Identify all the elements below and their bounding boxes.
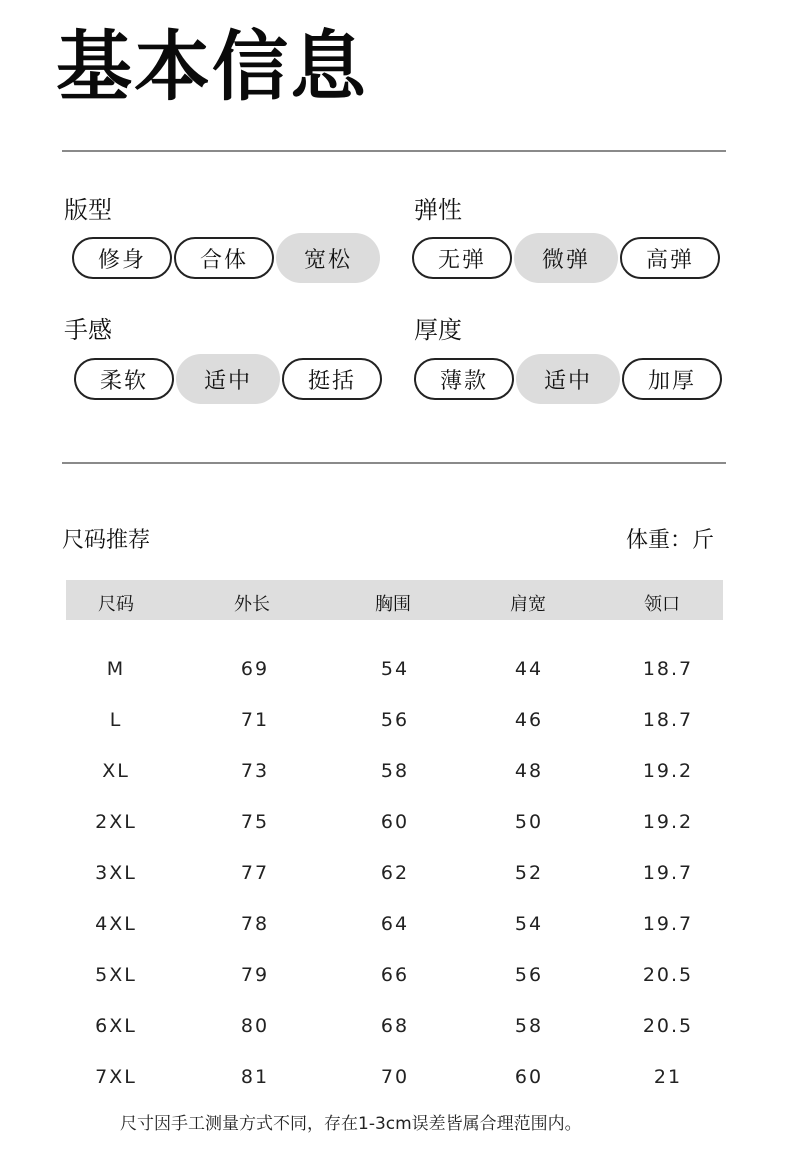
cell-size: M [106, 658, 126, 680]
page-title: 基本信息 [56, 22, 368, 111]
thickness-label: 厚度 [414, 316, 462, 344]
cell-size: 3XL [95, 862, 137, 884]
cell-length: 80 [240, 1015, 270, 1037]
elasticity-option[interactable]: 微弹 [514, 233, 618, 283]
cell-length: 73 [240, 760, 270, 782]
cell-shoulder: 46 [514, 709, 544, 731]
cell-chest: 66 [380, 964, 410, 986]
hand-feel-label: 手感 [64, 316, 112, 344]
fit-option[interactable]: 修身 [72, 237, 172, 279]
cell-chest: 68 [380, 1015, 410, 1037]
table-row [0, 861, 790, 912]
table-row [0, 1065, 790, 1116]
elasticity-label: 弹性 [414, 196, 462, 224]
header-size: 尺码 [98, 594, 134, 615]
cell-length: 81 [240, 1066, 270, 1088]
divider-top [62, 150, 726, 152]
cell-chest: 58 [380, 760, 410, 782]
thickness-option[interactable]: 加厚 [622, 358, 722, 400]
elasticity-option[interactable]: 无弹 [412, 237, 512, 279]
cell-chest: 62 [380, 862, 410, 884]
header-chest: 胸围 [375, 594, 411, 615]
cell-collar: 19.2 [642, 811, 694, 833]
hand-feel-option[interactable]: 适中 [176, 354, 280, 404]
cell-shoulder: 58 [514, 1015, 544, 1037]
cell-chest: 70 [380, 1066, 410, 1088]
cell-chest: 54 [380, 658, 410, 680]
cell-collar: 18.7 [642, 658, 694, 680]
cell-shoulder: 56 [514, 964, 544, 986]
cell-length: 78 [240, 913, 270, 935]
cell-collar: 20.5 [642, 1015, 694, 1037]
cell-collar: 19.7 [642, 913, 694, 935]
cell-size: 7XL [95, 1066, 137, 1088]
cell-shoulder: 50 [514, 811, 544, 833]
cell-chest: 64 [380, 913, 410, 935]
cell-length: 75 [240, 811, 270, 833]
table-row [0, 1014, 790, 1065]
cell-shoulder: 44 [514, 658, 544, 680]
table-row [0, 963, 790, 1014]
size-recommendation-title: 尺码推荐 [62, 528, 151, 553]
thickness-options [414, 354, 722, 404]
weight-unit-note: 体重：斤 [625, 528, 714, 553]
table-row [0, 810, 790, 861]
cell-size: 5XL [95, 964, 137, 986]
table-row [0, 657, 790, 708]
table-row [0, 708, 790, 759]
thickness-option[interactable]: 适中 [516, 354, 620, 404]
fit-options [72, 233, 380, 283]
cell-length: 69 [240, 658, 270, 680]
thickness-option[interactable]: 薄款 [414, 358, 514, 400]
divider-middle [62, 462, 726, 464]
cell-collar: 20.5 [642, 964, 694, 986]
cell-collar: 19.2 [642, 760, 694, 782]
cell-size: XL [102, 760, 130, 782]
cell-collar: 19.7 [642, 862, 694, 884]
table-row [0, 759, 790, 810]
header-collar: 领口 [644, 594, 680, 615]
cell-size: L [109, 709, 123, 731]
cell-shoulder: 60 [514, 1066, 544, 1088]
table-row [0, 912, 790, 963]
cell-size: 2XL [95, 811, 137, 833]
cell-collar: 21 [653, 1066, 683, 1088]
cell-shoulder: 48 [514, 760, 544, 782]
header-length: 外长 [234, 594, 270, 615]
header-shoulder: 肩宽 [510, 594, 546, 615]
hand-feel-option[interactable]: 挺括 [282, 358, 382, 400]
measurement-footnote: 尺寸因手工测量方式不同，存在1-3cm误差皆属合理范围内。 [120, 1114, 582, 1134]
size-table-header [66, 580, 723, 620]
cell-shoulder: 52 [514, 862, 544, 884]
cell-length: 77 [240, 862, 270, 884]
elasticity-option[interactable]: 高弹 [620, 237, 720, 279]
fit-option[interactable]: 合体 [174, 237, 274, 279]
cell-length: 71 [240, 709, 270, 731]
cell-collar: 18.7 [642, 709, 694, 731]
hand-feel-options [74, 354, 382, 404]
hand-feel-option[interactable]: 柔软 [74, 358, 174, 400]
elasticity-options [412, 233, 720, 283]
cell-shoulder: 54 [514, 913, 544, 935]
cell-size: 4XL [95, 913, 137, 935]
fit-label: 版型 [64, 196, 112, 224]
cell-chest: 60 [380, 811, 410, 833]
cell-chest: 56 [380, 709, 410, 731]
cell-length: 79 [240, 964, 270, 986]
cell-size: 6XL [95, 1015, 137, 1037]
fit-option[interactable]: 宽松 [276, 233, 380, 283]
